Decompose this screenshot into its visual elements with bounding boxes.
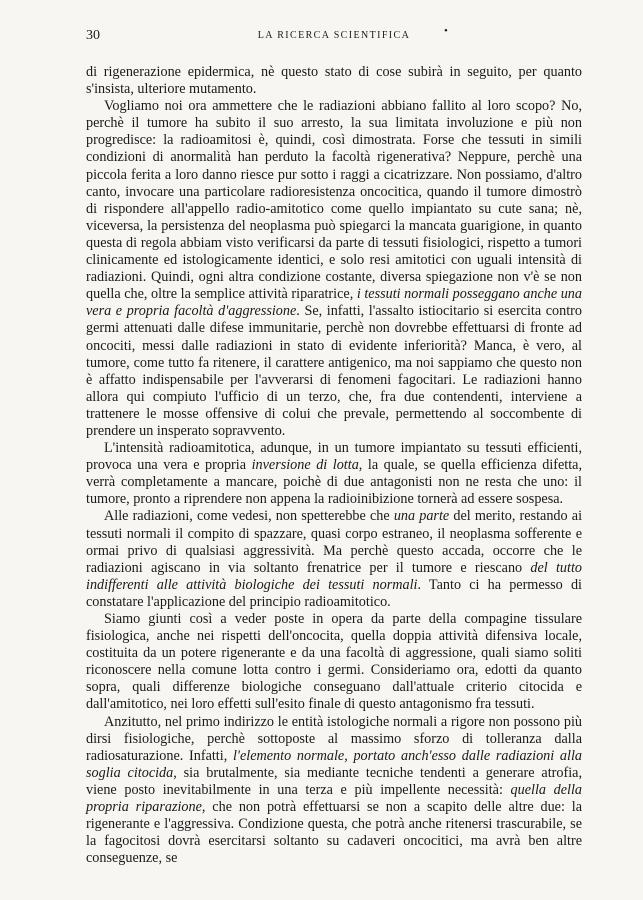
emphasis-text: quella della propria riparazione bbox=[86, 781, 582, 816]
text-run: . Tanto ci ha permesso di constatare l'applicazione del principio radioamitotico. bbox=[86, 576, 582, 610]
text-run: L'intensità radioamitotica, adunque, in un tumore impiantato su tessuti efficienti, provoca una vera e propria bbox=[86, 440, 582, 474]
body-text bbox=[86, 64, 582, 867]
text-run: . Se, infatti, l'assalto istiocitario si esercita contro germi attenuati dalle difese immunitarie, perchè non dovrebbe effettuarsi di fronte ad oncociti, messi dalle radiazioni in stato di evidente inferiorità? Manca, è vero, al tumore, come tutto fa ritenere, il carattere antigenico, ma noi sappiamo che questo non è affatto indispensabile per l'avverarsi di fenomeni fagocitari. Le radiazioni hanno allora qui compiuto l'ufficio di un terzo, che, fra due contendenti, interviene a trattenere le mosse offensive di colui che prevale, permettendo al soccombente di prendere un insperato sopravvento. bbox=[86, 303, 582, 439]
paragraph bbox=[86, 611, 582, 714]
emphasis-text: una parte bbox=[393, 508, 450, 525]
text-run: , sia brutalmente, sia mediante tecniche tendenti a generare atrofia, viene posto inevitabilmente in una terza e più impellente necessità: bbox=[86, 764, 582, 798]
text-run: Siamo giunti così a veder poste in opera da parte della compagine tissulare fisiologica, anche nei rispetti dell'oncocita, quella doppia attività difensiva locale, costituita da un potere rigenerante e da una facoltà di aggressione, quali siamo soliti riconoscere nella comune lotta contro i germi. Consideriamo ora, edotti da quanto sopra, quali differenze biologiche conseguano dall'attuale criterio citocida e dall'amitotico, nei loro effetti sull'esito finale di questo antagonismo fra tessuti. bbox=[86, 611, 582, 713]
header-mark: • bbox=[444, 25, 448, 37]
paragraph bbox=[86, 98, 582, 440]
emphasis-text: del tutto indifferenti alle attività biologiche dei tessuti normali bbox=[86, 559, 582, 593]
paragraph bbox=[86, 714, 582, 868]
paragraph bbox=[86, 508, 582, 611]
running-title: LA RICERCA SCIENTIFICA bbox=[257, 30, 411, 41]
paragraph bbox=[86, 440, 582, 508]
page-header bbox=[86, 25, 582, 48]
emphasis-text: l'elemento normale, portato anch'esso dalle radiazioni alla soglia citocida bbox=[86, 747, 582, 781]
text-run: , che non potrà effettuarsi se non a scapito delle altre due: la rigenerante e l'aggressiva. Condizione questa, che potrà anche ritenersi trascurabile, se la fagocitosi dovrà esercitarsi soltanto su cadaveri oncocitici, ma avrà ben altre conseguenze, se bbox=[86, 799, 583, 867]
emphasis-text: i tessuti normali posseggano anche una vera e propria facoltà d'aggressione bbox=[86, 286, 582, 320]
text-run: , la quale, se quella efficienza difetta, verrà completamente a mancare, poichè di due antagonisti non ne resta che uno: il tumore, pronto a riprendere non appena la radioinibizione tornerà ad essere sospesa. bbox=[86, 457, 583, 508]
text-run: Alle radiazioni, come vedesi, non spetterebbe che bbox=[104, 508, 394, 525]
text-run: Vogliamo noi ora ammettere che le radiazioni abbiano fallito al loro scopo? No, perchè il tumore ha subito il suo arresto, la sua limitata involuzione e più non progredisce: la radioamitosi è, quindi, così dimostrata. Forse che tessuti in simili condizioni di anormalità han perduto la facoltà rigenerativa? Neppure, perchè una piccola ferita a loro danno riesce pur sotto i raggi a cicatrizzare. Non possiamo, d'altro canto, invocare una particolare radioresistenza oncocitica, quando il tumore dimostrò di rispondere all'appello radio-amitotico come quello impiantato su cute sana; nè, viceversa, la persistenza del neoplasma può spiegarci la mancata guarigione, in quanto questa di regola abbiam visto verificarsi da parte di tessuti fisiologici, rispetto a tumori clinicamente ed istologicamente identici, e solo resi amitotici con uguali intensità di radiazioni. Quindi, ogni altra condizione costante, diversa spiegazione non v'è se non quella che, oltre la semplice attività riparatrice, bbox=[86, 98, 582, 303]
text-run: del merito, restando ai tessuti normali il compito di spazzare, quasi corpo estraneo, il neoplasma sofferente e ormai privo di qualsiasi aggressività. Ma perchè questo accada, occorre che le radiazioni agiscano in via soltanto frenatrice per il tumore e riescano bbox=[86, 508, 583, 576]
page-number: 30 bbox=[86, 28, 100, 43]
paragraph bbox=[86, 64, 582, 98]
text-run: Anzitutto, nel primo indirizzo le entità istologiche normali a rigore non possono più dirsi fisiologiche, perchè sottoposte al massimo sforzo di tolleranza dalla radiosaturazione. Infatti, bbox=[86, 713, 582, 764]
text-run: di rigenerazione epidermica, nè questo stato di cose subirà in seguito, per quanto s'insista, ulteriore mutamento. bbox=[86, 64, 582, 98]
emphasis-text: inversione di lotta bbox=[251, 457, 359, 474]
